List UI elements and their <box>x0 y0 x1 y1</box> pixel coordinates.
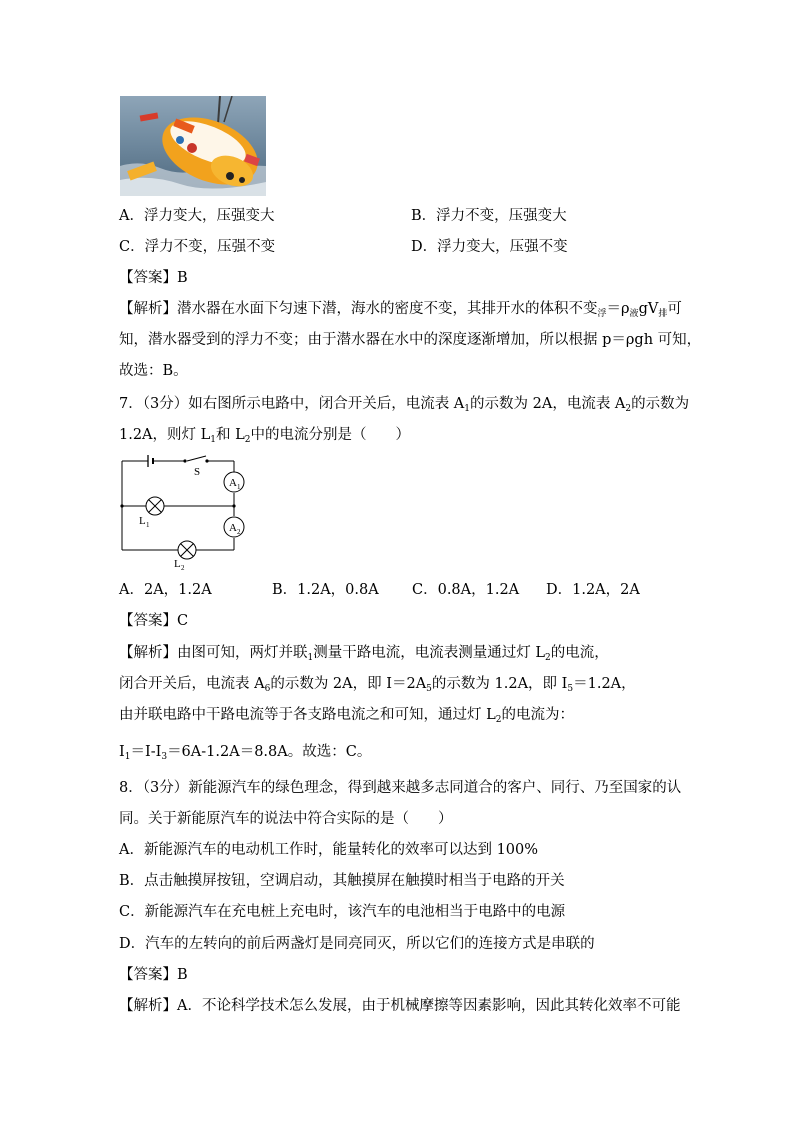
q7-option-c: C．0.8A，1.2A <box>412 582 520 598</box>
q7-analysis-line-4: $I_1=I-I_3=6A-1.2A=8.8A$。故选：C。 <box>119 744 372 762</box>
q8-option-a: A．新能源汽车的电动机工作时，能量转化的效率可以达到 100% <box>119 842 539 858</box>
lamp-l2-icon <box>178 541 196 559</box>
q6-answer: 【答案】B <box>119 270 188 286</box>
q6-option-d: D．浮力变大，压强不变 <box>411 239 568 255</box>
q6-analysis-line-1: 【解析】潜水器在水面下匀速下潜，海水的密度不变，其排开水的体积不变$_浮=\rho_液gV_排$可 <box>119 301 682 319</box>
q8-option-c: C．新能源汽车在充电桩上充电时，该汽车的电池相当于电路中的电源 <box>119 904 566 920</box>
q7-answer: 【答案】C <box>119 613 189 629</box>
svg-text:A: A <box>229 522 237 534</box>
q7-analysis-line-2: 闭合开关后，电流表 $A_6$的示数为 2A，即 $I=2A_5$的示数为 1.2A，即 $I_5=1.2A$， <box>119 676 636 694</box>
lamp-l2-label: L <box>174 558 181 570</box>
q8-option-b: B．点击触摸屏按钮，空调启动，其触摸屏在触摸时相当于电路的开关 <box>119 873 565 889</box>
q6-option-b: B．浮力不变，压强变大 <box>411 208 567 224</box>
svg-text:2: 2 <box>181 564 185 572</box>
lamp-l1-label: L <box>139 515 146 527</box>
q7-option-d: D．1.2A，2A <box>546 582 640 598</box>
lamp-l1-icon <box>146 497 164 515</box>
q8-stem-line-1: 8．（3分）新能源汽车的绿色理念，得到越来越多志同道合的客户、同行、乃至国家的认 <box>119 780 682 796</box>
svg-text:A: A <box>229 477 237 489</box>
q6-option-a: A．浮力变大，压强变大 <box>119 208 275 224</box>
circuit-diagram <box>118 455 253 573</box>
q7-option-a: A．2A，1.2A <box>119 582 212 598</box>
q6-analysis-line-2: 知，潜水器受到的浮力不变；由于潜水器在水中的深度逐渐增加，所以根据 p＝ρgh 可知， <box>119 332 702 348</box>
ammeter-a2-icon <box>224 517 244 537</box>
svg-text:2: 2 <box>237 528 241 536</box>
q7-analysis-line-1: 【解析】由图可知，两灯并联$_1$测量干路电流，电流表测量通过灯 $L_2$的电流， <box>119 645 609 663</box>
q8-stem-line-2: 同。关于新能原汽车的说法中符合实际的是（ ） <box>119 811 453 827</box>
submersible-photo <box>120 96 266 196</box>
q7-option-b: B．1.2A，0.8A <box>272 582 379 598</box>
q7-analysis-line-3: 由并联电路中干路电流等于各支路电流之和可知，通过灯 $L_2$的电流为： <box>119 707 574 725</box>
q6-analysis-line-3: 故选：B。 <box>119 363 188 379</box>
svg-text:1: 1 <box>146 521 150 529</box>
q6-option-c: C．浮力不变，压强不变 <box>119 239 276 255</box>
q7-stem-line-1: 7．（3分）如右图所示电路中，闭合开关后，电流表 $A_1$的示数为 2A，电流表 $A_2$的示数为 <box>119 396 690 414</box>
q7-stem-line-2: 1.2A，则灯 $L_1$和 $L_2$中的电流分别是（ ） <box>119 427 410 445</box>
svg-text:1: 1 <box>237 483 241 491</box>
switch-label: S <box>194 466 201 478</box>
q8-analysis-line-1: 【解析】A．不论科学技术怎么发展，由于机械摩擦等因素影响，因此其转化效率不可能 <box>119 998 681 1014</box>
q8-answer: 【答案】B <box>119 967 188 983</box>
q8-option-d: D．汽车的左转向的前后两盏灯是同亮同灭，所以它们的连接方式是串联的 <box>119 936 595 952</box>
ammeter-a1-icon <box>224 472 244 492</box>
